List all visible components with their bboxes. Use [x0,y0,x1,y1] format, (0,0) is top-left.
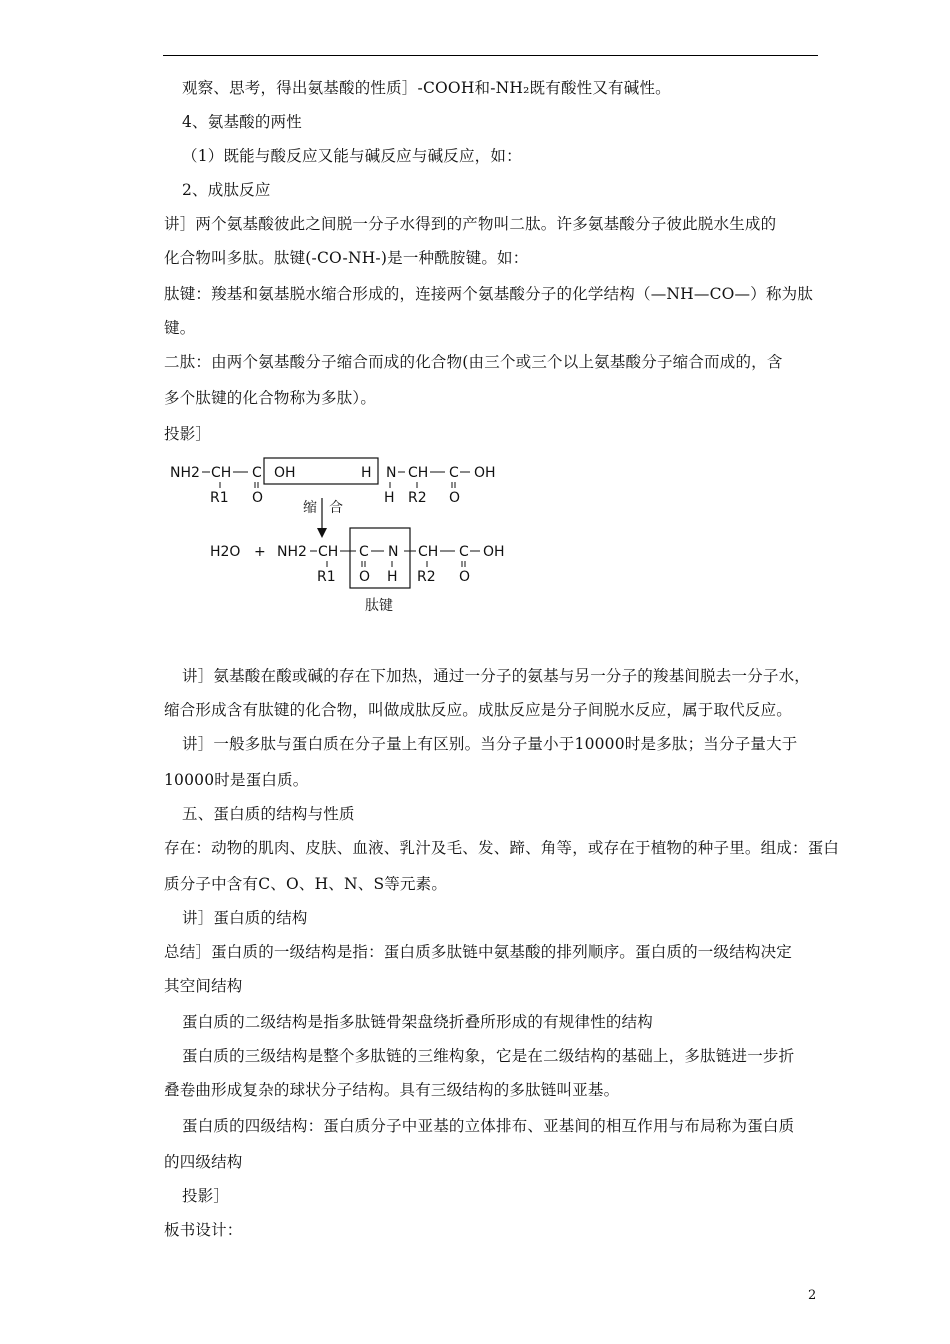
ch-label-1: CH [211,465,232,481]
ch-label-4: CH [418,544,439,560]
text-line: 讲］两个氨基酸彼此之间脱一分子水得到的产物叫二肽。许多氨基酸分子彼此脱水生成的 [164,215,777,233]
text-line: 其空间结构 [164,977,243,995]
peptide-bond-diagram [160,450,540,620]
text-line: 蛋白质的四级结构：蛋白质分子中亚基的立体排布、亚基间的相互作用与布局称为蛋白质 [182,1117,795,1135]
section-heading: 2、成肽反应 [182,181,271,199]
r1-label-1: R1 [210,490,229,506]
text-line: 质分子中含有C、O、H、N、S等元素。 [164,875,448,893]
nh2-label: NH2 [170,465,200,481]
r1-label-2: R1 [317,569,336,585]
text-line: 讲］一般多肽与蛋白质在分子量上有区别。当分子量小于10000时是多肽；当分子量大于 [182,735,798,753]
c-label-3: C [359,544,369,560]
text-line: （1）既能与酸反应又能与碱反应与碱反应，如： [182,147,522,165]
text-line: 二肽：由两个氨基酸分子缩合而成的化合物(由三个或三个以上氨基酸分子缩合而成的，含 [164,353,783,371]
plus-sign: + [254,544,266,560]
text-line: 肽键：羧基和氨基脱水缩合形成的，连接两个氨基酸分子的化学结构（—NH—CO—）称为肽 [164,285,814,303]
peptide-bond-label: 肽键 [365,598,393,614]
h-label-1: H [361,465,372,481]
arrow-label-2: 合 [329,500,343,516]
text-line: 投影］ [164,425,212,443]
text-line: 键。 [164,319,196,337]
n-label-2: N [388,544,399,560]
text-line: 讲］蛋白质的结构 [182,909,308,927]
c-label-1: C [252,465,262,481]
nh2-label-2: NH2 [277,544,307,560]
h-label-2: H [384,490,395,506]
text-line: 讲］氨基酸在酸或碱的存在下加热，通过一分子的氨基与另一分子的羧基间脱去一分子水， [182,667,811,685]
page-number: 2 [808,1288,817,1303]
o-label-2: O [449,490,461,506]
text-line: 观察、思考，得出氨基酸的性质］-COOH和-NH₂既有酸性又有碱性。 [182,79,671,97]
r2-label-1: R2 [408,490,427,506]
text-line: 10000时是蛋白质。 [164,771,309,789]
arrow-down-icon [317,528,327,538]
text-line: 蛋白质的三级结构是整个多肽链的三维构象，它是在二级结构的基础上，多肽链进一步折 [182,1047,795,1065]
section-heading: 五、蛋白质的结构与性质 [182,805,355,823]
c-label-4: C [459,544,469,560]
o-label-3: O [359,569,371,585]
text-line: 缩合形成含有肽键的化合物，叫做成肽反应。成肽反应是分子间脱水反应，属于取代反应。 [164,701,793,719]
h-label-3: H [387,569,398,585]
oh-label-2: OH [474,465,496,481]
header-rule [163,55,818,56]
text-line: 的四级结构 [164,1153,243,1171]
oh-label-1: OH [274,465,296,481]
c-label-2: C [449,465,459,481]
text-line: 蛋白质的二级结构是指多肽链骨架盘绕折叠所形成的有规律性的结构 [182,1013,654,1031]
oh-label-3: OH [483,544,505,560]
ch-label-2: CH [408,465,429,481]
h2o-label: H2O [210,544,241,560]
o-label-1: O [252,490,264,506]
ch-label-3: CH [318,544,339,560]
text-line: 多个肽键的化合物称为多肽）。 [164,389,377,407]
text-line: 投影］ [182,1187,230,1205]
section-heading: 4、氨基酸的两性 [182,113,302,131]
text-line: 化合物叫多肽。肽键(-CO-NH-)是一种酰胺键。如： [164,249,529,267]
text-line: 叠卷曲形成复杂的球状分子结构。具有三级结构的多肽链叫亚基。 [164,1081,620,1099]
n-label-1: N [386,465,397,481]
r2-label-2: R2 [417,569,436,585]
arrow-label-1: 缩 [303,500,317,516]
text-line: 存在：动物的肌肉、皮肤、血液、乳汁及毛、发、蹄、角等，或存在于植物的种子里。组成：蛋白 [164,839,840,857]
o-label-4: O [459,569,471,585]
text-line: 板书设计： [164,1221,243,1239]
text-line: 总结］蛋白质的一级结构是指：蛋白质多肽链中氨基酸的排列顺序。蛋白质的一级结构决定 [164,943,793,961]
